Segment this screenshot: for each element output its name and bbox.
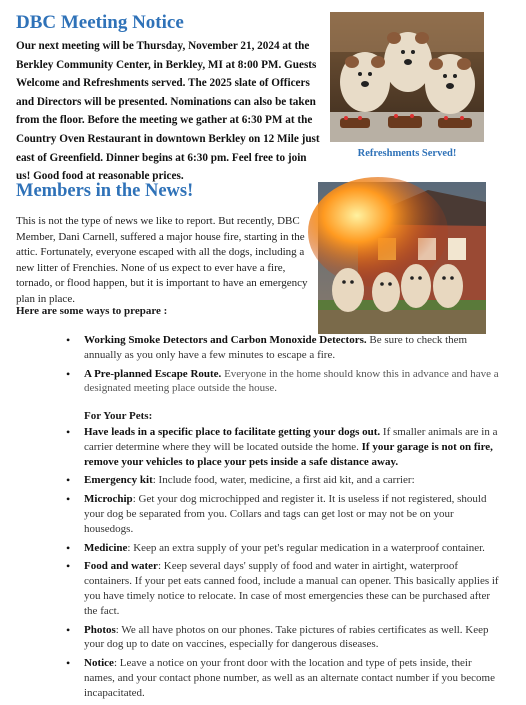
list-item: • Have leads in a specific place to facilitate getting your dogs out. If smaller animals are in a carrier determine where they will be located outside the home. If your garage is not on fire, remove your vehicles to place your pets inside a safe distance away. <box>66 425 502 469</box>
image-caption: Refreshments Served! <box>357 148 457 159</box>
list-item: • Medicine: Keep an extra supply of your pet's regular medication in a waterproof container. <box>66 541 502 556</box>
prepare-label: Here are some ways to prepare : <box>16 305 168 317</box>
list-item: • Photos: We all have photos on our phones. Take pictures of rabies certificates as well. Keep your dog up to date on vaccines, especially for dangerous diseases. <box>66 623 502 653</box>
meeting-notice-body: Our next meeting will be Thursday, November 21, 2024 at the Berkley Community Center, in Berkley, MI at 8:00 PM. Guests Welcome and Refreshments served. The 2025 slate of Officers and Directors will be presented. Nominations can also be taken from the floor. Before the meeting we gather at 6:30 PM at the Country Oven Restaurant in downtown Berkley on 12 Mile just east of Greenfield. Dinner begins at 6:30 pm. Feel free to join us! Good food at reasonable prices. <box>16 40 320 183</box>
members-news-title: Members in the News! <box>16 181 194 201</box>
list-item: • Working Smoke Detectors and Carbon Monoxide Detectors. Be sure to check them annually as you only have a few minutes to escape a fire. <box>66 333 502 363</box>
list-item: • Emergency kit: Include food, water, medicine, a first aid kit, and a carrier: <box>66 473 502 488</box>
list-item: • Notice: Leave a notice on your front door with the location and type of pets inside, their names, and your contact phone number, as well as an alternate contact number if you become incapacitated. <box>66 656 502 700</box>
house-fire-dogs-image <box>318 182 486 334</box>
bulldogs-refreshments-image <box>330 12 484 142</box>
list-item: • Food and water: Keep several days' supply of food and water in airtight, waterproof containers. If your pet eats canned food, include a manual can opener. This basically applies if you have timely notice to relocate. In case of most emergencies these can be purchased after the fact. <box>66 559 502 618</box>
list-item: • A Pre-planned Escape Route. Everyone in the home should know this in advance and have a designated meeting place outside the house. <box>66 367 502 397</box>
list-item: • Microchip: Get your dog microchipped and register it. It is useless if not registered, should your dog be separated from you. Collars and tags can get lost or may not be on your housedogs. <box>66 492 502 536</box>
prepare-list <box>66 333 502 400</box>
pet-tips-list <box>66 425 502 705</box>
pets-label: For Your Pets: <box>84 410 153 422</box>
meeting-notice-title: DBC Meeting Notice <box>16 12 184 33</box>
members-news-body: This is not the type of news we like to report. But recently, DBC Member, Dani Carnell, suffered a major house fire, starting in the attic. Fortunately, everyone escaped with all the dogs, including a new litter of Frenchies. None of us expect to ever have a fire, tornado, or flood happen, but it is important to have an emergency plan in place. <box>16 215 308 305</box>
